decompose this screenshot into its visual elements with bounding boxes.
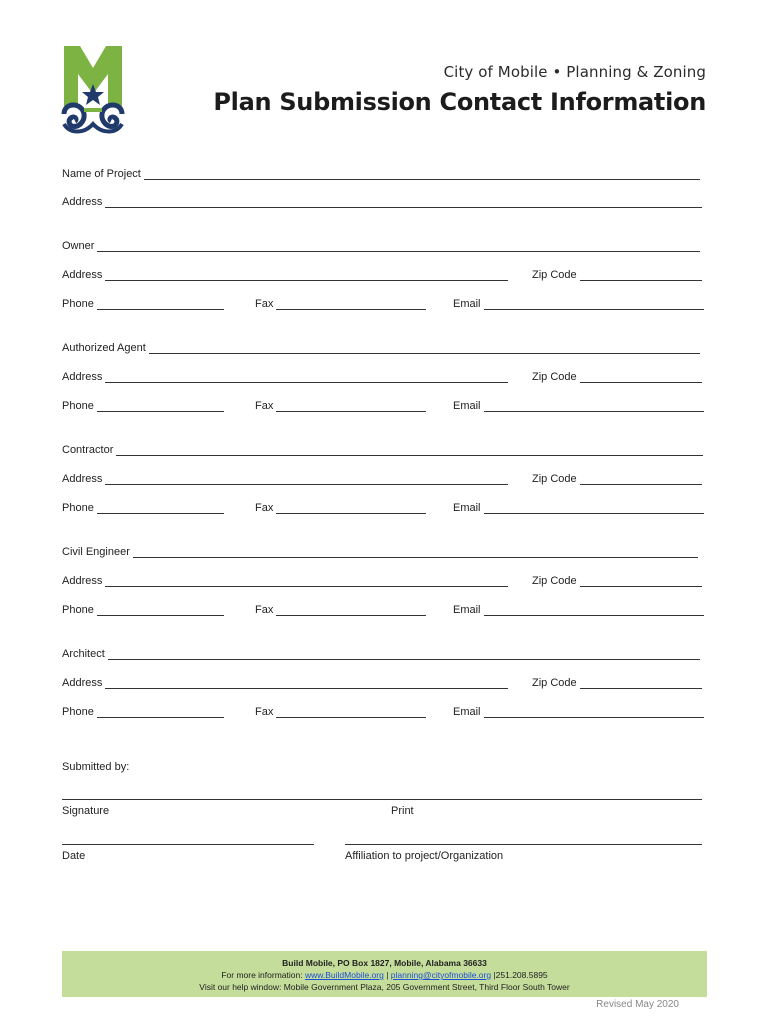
fax-label: Fax <box>255 706 274 718</box>
contractor-fax-field[interactable] <box>255 498 426 514</box>
footer-separator: | <box>383 970 391 980</box>
engineer-zip-field[interactable] <box>532 571 702 587</box>
contractor-zip-field[interactable] <box>532 469 702 485</box>
owner-field[interactable] <box>62 236 700 252</box>
footer-help-window: Visit our help window: Mobile Government Plaza, 205 Government Street, Third Floor South Tower <box>199 982 570 992</box>
agent-email-field[interactable] <box>453 396 704 412</box>
agent-phone-field[interactable] <box>62 396 224 412</box>
email-link[interactable]: planning@cityofmobile.org <box>390 970 492 980</box>
architect-zip-field[interactable] <box>532 673 702 689</box>
phone-label: Phone <box>62 400 94 412</box>
engineer-phone-field[interactable] <box>62 600 224 616</box>
footer-phone: |251.208.5895 <box>491 970 548 980</box>
architect-phone-field[interactable] <box>62 702 224 718</box>
submitted-by-label: Submitted by: <box>62 761 130 773</box>
owner-phone-field[interactable] <box>62 294 224 310</box>
project-name-label: Name of Project <box>62 168 141 180</box>
engineer-fax-field[interactable] <box>255 600 426 616</box>
phone-label: Phone <box>62 298 94 310</box>
website-link[interactable]: www.BuildMobile.org <box>304 970 384 980</box>
agent-fax-field[interactable] <box>255 396 426 412</box>
agent-field[interactable] <box>62 338 700 354</box>
email-label: Email <box>453 706 481 718</box>
print-label: Print <box>391 805 414 817</box>
revision-date: Revised May 2020 <box>596 999 679 1010</box>
affiliation-line[interactable] <box>345 844 702 845</box>
engineer-address-field[interactable] <box>62 571 508 587</box>
footer-info-line <box>62 969 707 981</box>
date-label: Date <box>62 850 86 862</box>
email-label: Email <box>453 298 481 310</box>
civil-engineer-label: Civil Engineer <box>62 546 130 558</box>
contractor-email-field[interactable] <box>453 498 704 514</box>
affiliation-label: Affiliation to project/Organization <box>345 850 504 862</box>
fax-label: Fax <box>255 298 274 310</box>
architect-address-field[interactable] <box>62 673 508 689</box>
engineer-email-field[interactable] <box>453 600 704 616</box>
address-label: Address <box>62 473 103 485</box>
zip-label: Zip Code <box>532 677 577 689</box>
signature-line[interactable] <box>62 799 702 800</box>
fax-label: Fax <box>255 502 274 514</box>
footer-info-prefix: For more information: <box>221 970 305 980</box>
phone-label: Phone <box>62 706 94 718</box>
architect-field[interactable] <box>62 644 700 660</box>
agent-address-field[interactable] <box>62 367 508 383</box>
address-label: Address <box>62 371 103 383</box>
phone-label: Phone <box>62 502 94 514</box>
agent-label: Authorized Agent <box>62 342 146 354</box>
department-subtitle: City of Mobile • Planning & Zoning <box>443 63 706 81</box>
contractor-phone-field[interactable] <box>62 498 224 514</box>
zip-label: Zip Code <box>532 371 577 383</box>
contractor-field[interactable] <box>62 440 703 456</box>
address-label: Address <box>62 677 103 689</box>
email-label: Email <box>453 400 481 412</box>
zip-label: Zip Code <box>532 269 577 281</box>
agent-zip-field[interactable] <box>532 367 702 383</box>
owner-email-field[interactable] <box>453 294 704 310</box>
architect-label: Architect <box>62 648 105 660</box>
architect-fax-field[interactable] <box>255 702 426 718</box>
owner-fax-field[interactable] <box>255 294 426 310</box>
project-name-field[interactable] <box>62 164 700 180</box>
contractor-address-field[interactable] <box>62 469 508 485</box>
civil-engineer-field[interactable] <box>62 542 698 558</box>
footer-contact-box <box>62 951 707 997</box>
email-label: Email <box>453 604 481 616</box>
email-label: Email <box>453 502 481 514</box>
fax-label: Fax <box>255 604 274 616</box>
zip-label: Zip Code <box>532 575 577 587</box>
footer-address: Build Mobile, PO Box 1827, Mobile, Alabama 36633 <box>282 958 487 968</box>
owner-address-field[interactable] <box>62 265 508 281</box>
signature-label: Signature <box>62 805 110 817</box>
contractor-label: Contractor <box>62 444 114 456</box>
city-of-mobile-logo <box>60 44 126 136</box>
project-address-field[interactable] <box>62 192 702 208</box>
date-line[interactable] <box>62 844 314 845</box>
phone-label: Phone <box>62 604 94 616</box>
owner-label: Owner <box>62 240 95 252</box>
address-label: Address <box>62 269 103 281</box>
address-label: Address <box>62 575 103 587</box>
form-title: Plan Submission Contact Information <box>213 88 706 116</box>
architect-email-field[interactable] <box>453 702 704 718</box>
project-address-label: Address <box>62 196 103 208</box>
owner-zip-field[interactable] <box>532 265 702 281</box>
fax-label: Fax <box>255 400 274 412</box>
zip-label: Zip Code <box>532 473 577 485</box>
